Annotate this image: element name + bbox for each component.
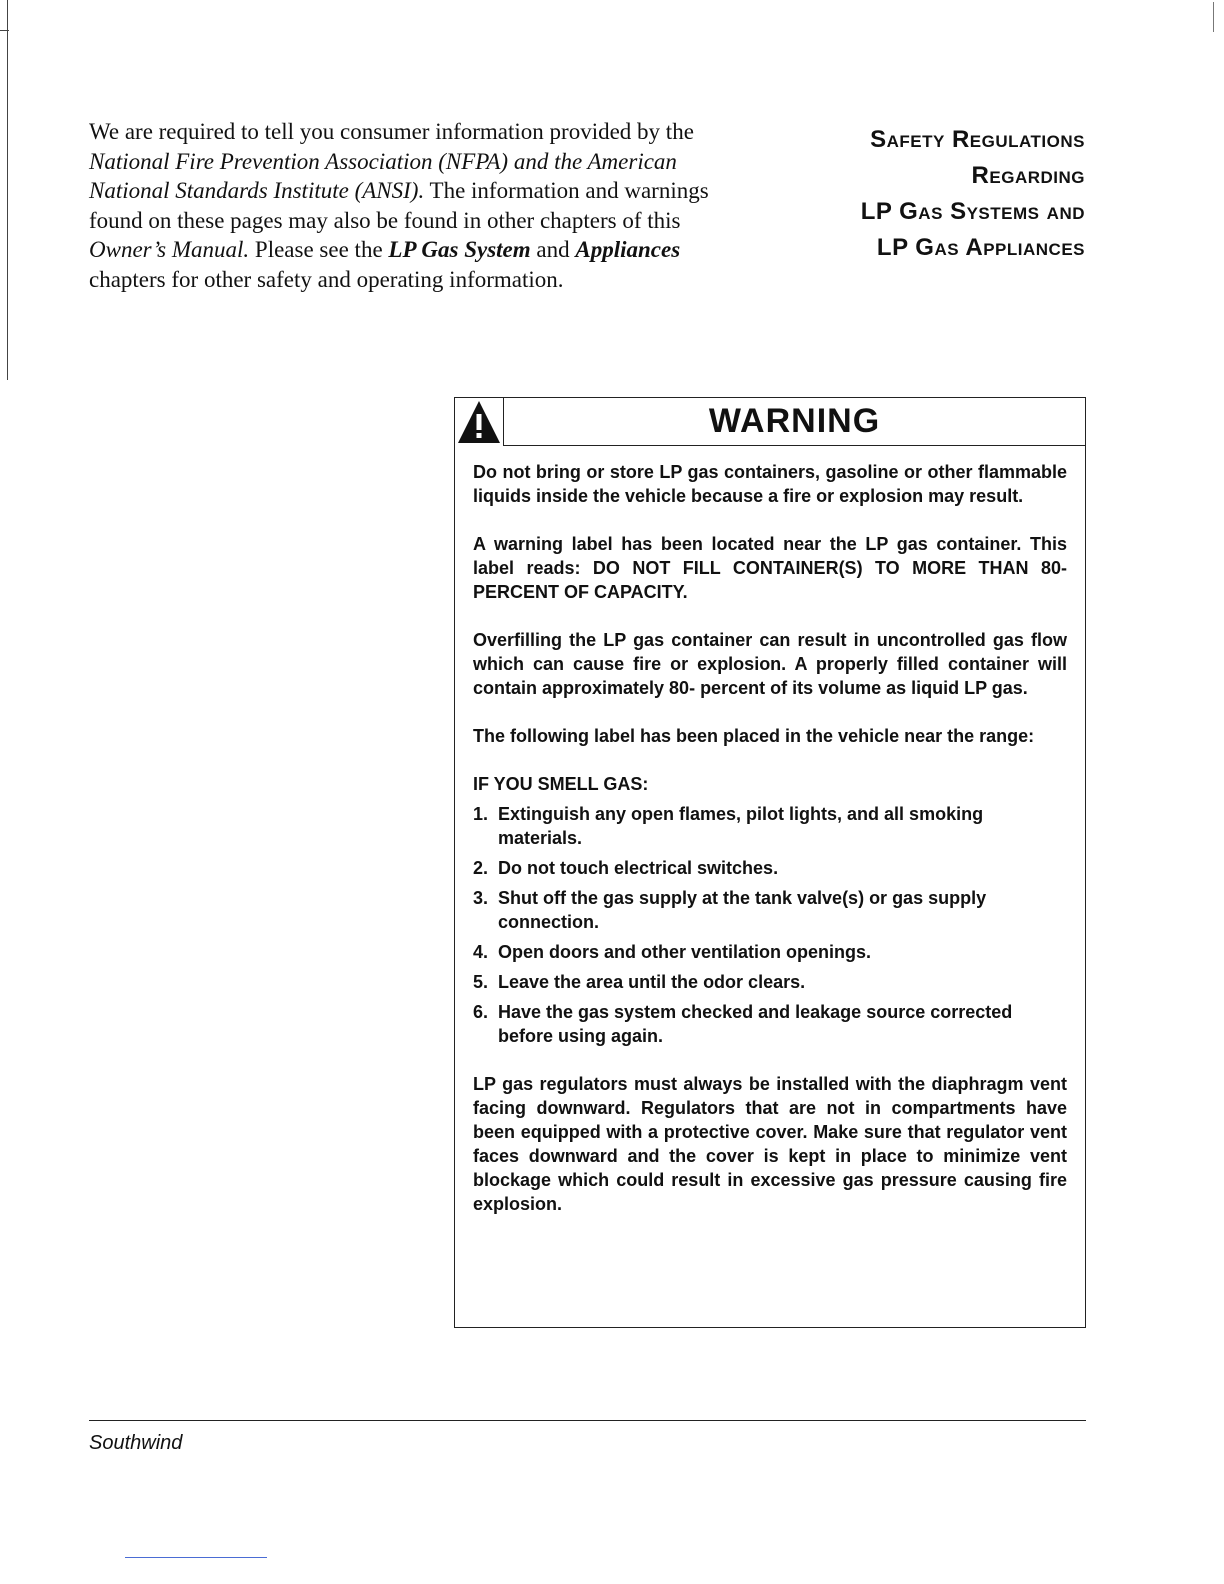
- scan-edge-mark-right: [1213, 2, 1214, 32]
- scan-edge-mark: [7, 0, 8, 380]
- step-number: 6.: [473, 1002, 489, 1022]
- warning-paragraph: Do not bring or store LP gas containers, gasoline or other flammable liquids inside the vehicle because a fire or explosion may result.: [473, 462, 1067, 506]
- footer-divider: [89, 1420, 1086, 1421]
- intro-paragraph: [89, 117, 729, 294]
- step-text: Extinguish any open flames, pilot lights, and all smoking materials.: [498, 804, 984, 848]
- section-title-line: Safety Regulations: [870, 126, 1085, 153]
- list-item: [473, 970, 1067, 994]
- scan-edge-tick: [0, 30, 9, 31]
- section-title-line: Regarding: [971, 162, 1085, 189]
- step-text: Have the gas system checked and leakage source corrected before using again.: [498, 1002, 1013, 1046]
- step-number: 3.: [473, 888, 489, 908]
- warning-body: [473, 460, 1067, 1240]
- footer-brand: Southwind: [89, 1432, 183, 1454]
- intro-lp-system-ref: LP Gas System: [388, 237, 531, 262]
- warning-title: WARNING: [708, 402, 881, 440]
- section-title-line: LP Gas Systems and: [860, 198, 1085, 225]
- step-number: 5.: [473, 972, 489, 992]
- list-item: [473, 940, 1067, 964]
- intro-text: chapters for other safety and operating information.: [89, 266, 564, 292]
- step-number: 2.: [473, 858, 489, 878]
- warning-paragraph: LP gas regulators must always be installed with the diaphragm vent facing downward. Regulators that are not in compartments have been equipped with a protective cover. Make sure that regulator vent faces downward and the cover is kept in place to minimize vent blockage which could result in excessive gas pressure causing fire explosion.: [473, 1074, 1067, 1214]
- warning-box: [454, 397, 1086, 1328]
- step-text: Open doors and other ventilation openings.: [498, 942, 872, 962]
- intro-text: We are required to tell you consumer information provided by the: [89, 119, 694, 144]
- intro-text: Please see the: [249, 237, 389, 262]
- intro-nfpa-ansi: National Fire Prevention Association (NFPA) and the American National Standards Institute (ANSI).: [89, 148, 677, 203]
- warning-paragraph: Overfilling the LP gas container can result in uncontrolled gas flow which can cause fire or explosion. A properly filled container will contain approximately 80- percent of its volume as liquid LP gas.: [473, 630, 1067, 698]
- warning-paragraph: A warning label has been located near the LP gas container. This label reads: DO NOT FILL CONTAINER(S) TO MORE THAN 80-PERCENT OF CAPACITY.: [473, 534, 1067, 602]
- scan-artifact-line: [125, 1557, 267, 1558]
- intro-text: The information and warnings found on these pages may also be found in other chapters of this: [89, 178, 709, 233]
- list-item: [473, 1000, 1067, 1048]
- list-item: [473, 886, 1067, 934]
- warning-triangle-icon: [457, 400, 501, 444]
- warning-paragraph: The following label has been placed in the vehicle near the range:: [473, 726, 1035, 746]
- step-text: Shut off the gas supply at the tank valve(s) or gas supply connection.: [498, 888, 987, 932]
- list-item: [473, 802, 1067, 850]
- step-text: Do not touch electrical switches.: [498, 858, 779, 878]
- step-number: 1.: [473, 804, 489, 824]
- gas-smell-steps: [473, 802, 1067, 1048]
- section-title-line: LP Gas Appliances: [876, 234, 1085, 261]
- intro-appliances-ref: Appliances: [575, 237, 681, 262]
- gas-smell-heading: IF YOU SMELL GAS:: [473, 774, 649, 794]
- section-title: [861, 122, 1085, 266]
- step-number: 4.: [473, 942, 489, 962]
- intro-manual-title: Owner’s Manual.: [89, 237, 250, 262]
- warning-header: [503, 398, 1085, 446]
- list-item: [473, 856, 1067, 880]
- step-text: Leave the area until the odor clears.: [498, 972, 806, 992]
- intro-text: and: [530, 237, 576, 262]
